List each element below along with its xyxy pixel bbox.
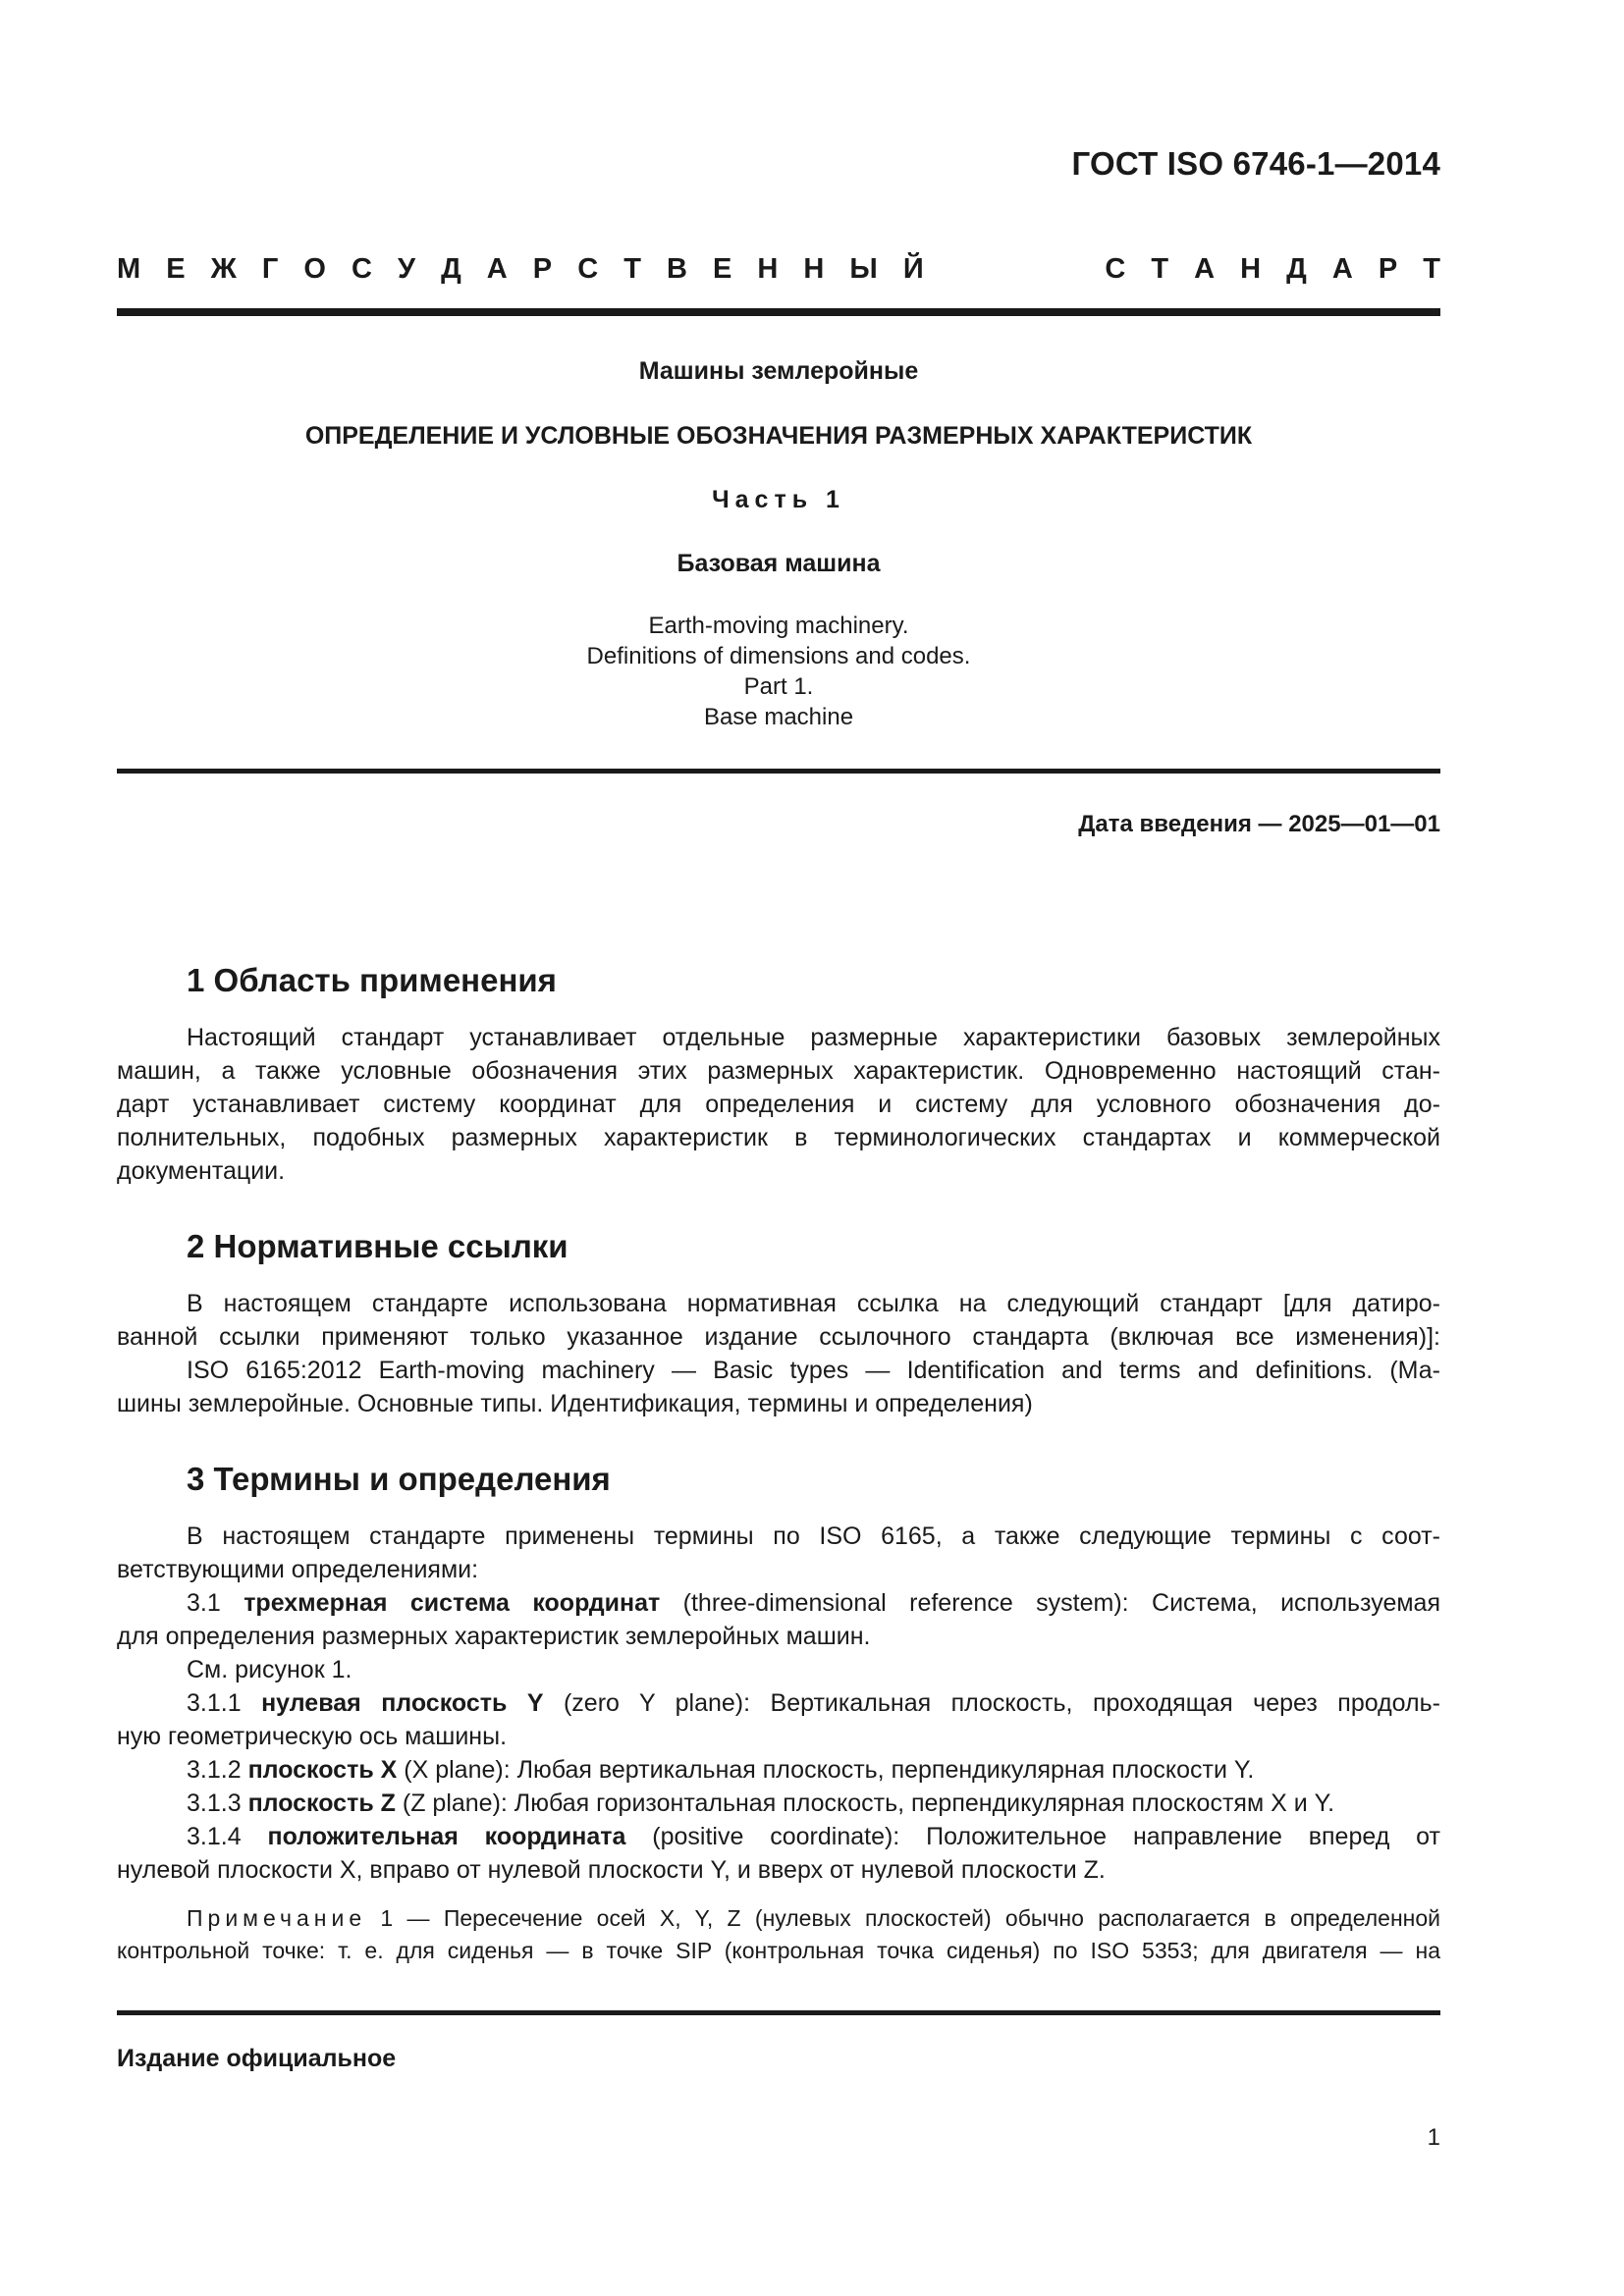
paragraph-line: шины землеройные. Основные типы. Идентификация, термины и определения)	[117, 1390, 1033, 1417]
term-3-1-1-continued: ную геометрическую ось машины.	[117, 1723, 508, 1750]
section-1-body	[117, 1021, 1440, 1188]
paragraph-line: В настоящем стандарте использована нормативная ссылка на следующий стандарт [для датиро-	[187, 1290, 1440, 1317]
note-line	[117, 1902, 1440, 1935]
introduction-date: Дата введения — 2025—01—01	[1078, 811, 1440, 837]
section-3-heading: 3 Термины и определения	[187, 1461, 611, 1497]
term-3-1-4-continued: нулевой плоскости X, вправо от нулевой плоскости Y, и вверх от нулевой плоскости Z.	[117, 1856, 1106, 1884]
paragraph-line: полнительных, подобных размерных характеристик в терминологических стандартах и коммерческой	[117, 1124, 1440, 1151]
term-number: 3.1.1	[187, 1689, 262, 1717]
term-name: трехмерная система координат	[244, 1589, 661, 1617]
term-name: плоскость Z	[247, 1789, 396, 1817]
footer-rule	[117, 2010, 1440, 2015]
term-name: нулевая плоскость Y	[261, 1689, 544, 1717]
paragraph-line: машин, а также условные обозначения этих размерных характеристик. Одновременно настоящий стан-	[117, 1057, 1440, 1085]
term-number: 3.1.2	[187, 1756, 248, 1784]
part-subtitle: Базовая машина	[677, 550, 881, 577]
official-edition-label: Издание официальное	[117, 2045, 397, 2072]
title-word-standard: С Т А Н Д А Р Т	[1105, 253, 1440, 285]
term-definition: (three-dimensional reference system): Система, используемая	[660, 1589, 1440, 1617]
paragraph-line: ветствующими определениями:	[117, 1556, 479, 1583]
term-3-1-1	[117, 1686, 1440, 1720]
subject-title: Машины землеройные	[638, 357, 919, 385]
term-3-1	[117, 1586, 1440, 1620]
term-name: положительная координата	[267, 1823, 626, 1850]
term-number: 3.1.4	[187, 1823, 268, 1850]
paragraph-line: ISO 6165:2012 Earth-moving machinery — Basic types — Identification and terms and definitions. (Ма-	[187, 1357, 1440, 1384]
paragraph-line: В настоящем стандарте применены термины по ISO 6165, а также следующие термины с соот-	[187, 1522, 1440, 1550]
part-title: Часть 1	[712, 486, 845, 513]
term-name: плоскость X	[247, 1756, 398, 1784]
note-label: Примечание	[187, 1905, 367, 1931]
term-3-1-3	[117, 1787, 1440, 1820]
english-title-line: Base machine	[703, 704, 854, 730]
section-1-heading: 1 Область применения	[187, 962, 557, 998]
top-thick-rule	[117, 308, 1440, 316]
document-code: ГОСТ ISO 6746-1—2014	[1071, 145, 1440, 182]
term-definition: (Z plane): Любая горизонтальная плоскость, перпендикулярная плоскостям X и Y.	[395, 1789, 1335, 1817]
page-number: 1	[1427, 2124, 1440, 2151]
note-text: 1 — Пересечение осей X, Y, Z (нулевых плоскостей) обычно располагается в определенной	[366, 1905, 1440, 1931]
term-3-1-continued: для определения размерных характеристик землеройных машин.	[117, 1623, 871, 1650]
standard-type-title	[117, 253, 1440, 286]
english-title-line: Definitions of dimensions and codes.	[586, 643, 971, 669]
note-line: контрольной точке: т. е. для сиденья — в точке SIP (контрольная точка сиденья) по ISO 5353; для двигателя — на	[117, 1938, 1440, 1963]
title-bottom-rule	[117, 769, 1440, 774]
term-definition: (positive coordinate): Положительное направление вперед от	[625, 1823, 1440, 1850]
see-figure-note: См. рисунок 1.	[187, 1656, 352, 1683]
paragraph-line: Настоящий стандарт устанавливает отдельные размерные характеристики базовых землеройных	[187, 1024, 1440, 1051]
term-definition: (X plane): Любая вертикальная плоскость, перпендикулярная плоскости Y.	[397, 1756, 1255, 1784]
english-title-line: Earth-moving machinery.	[648, 613, 909, 639]
paragraph-line: дарт устанавливает систему координат для определения и систему для условного обозначения до-	[117, 1091, 1440, 1118]
english-title-block	[117, 611, 1440, 732]
term-definition: (zero Y plane): Вертикальная плоскость, проходящая через продоль-	[543, 1689, 1440, 1717]
note-1	[117, 1902, 1440, 1967]
title-word-interstate: М Е Ж Г О С У Д А Р С Т В Е Н Н Ы Й	[117, 253, 924, 285]
term-3-1-2	[117, 1753, 1440, 1787]
section-2-heading: 2 Нормативные ссылки	[187, 1228, 568, 1264]
main-title: ОПРЕДЕЛЕНИЕ И УСЛОВНЫЕ ОБОЗНАЧЕНИЯ РАЗМЕРНЫХ ХАРАКТЕРИСТИК	[304, 422, 1253, 450]
english-title-line: Part 1.	[743, 673, 814, 700]
section-3-body	[117, 1520, 1440, 1887]
paragraph-line: документации.	[117, 1157, 286, 1185]
term-number: 3.1	[187, 1589, 244, 1617]
section-2-body	[117, 1287, 1440, 1420]
term-3-1-4	[117, 1820, 1440, 1853]
term-number: 3.1.3	[187, 1789, 248, 1817]
paragraph-line: ванной ссылки применяют только указанное издание ссылочного стандарта (включая все изменения)]:	[117, 1323, 1440, 1351]
